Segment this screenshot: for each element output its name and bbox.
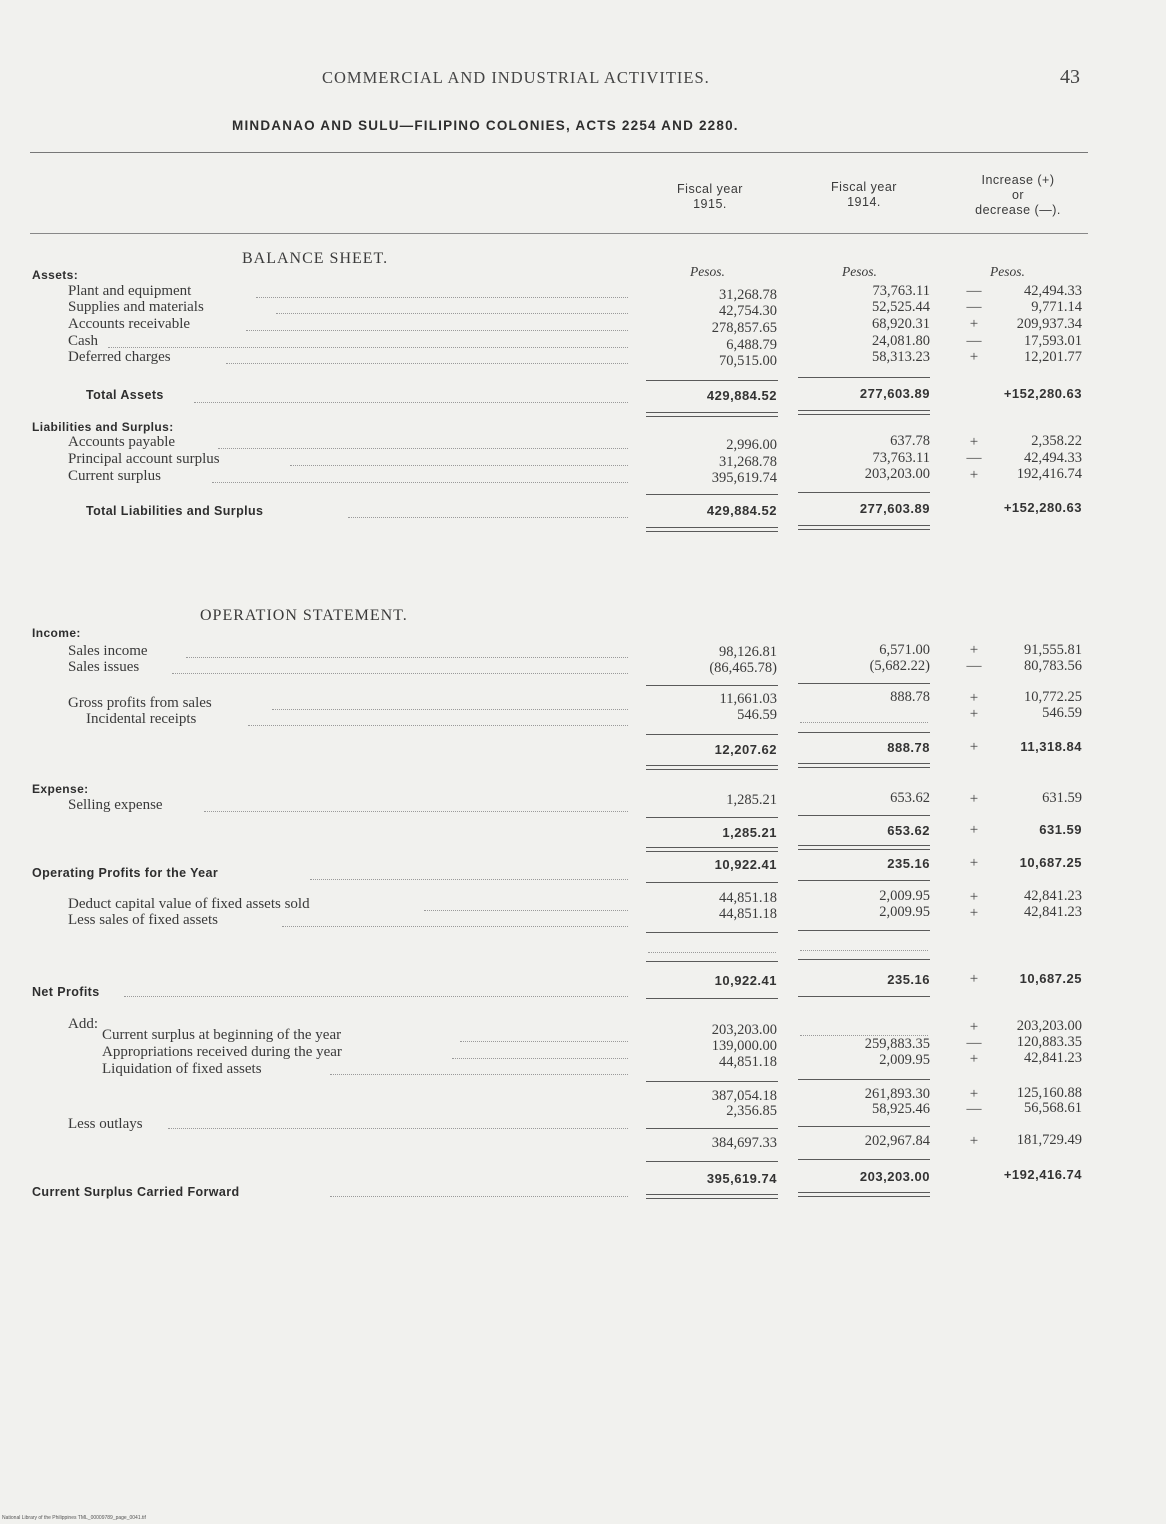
rule [646, 685, 778, 686]
row-label: Current Surplus Carried Forward [32, 1185, 240, 1199]
value-1915: (86,465.78) [709, 660, 777, 676]
value-change: 11,318.84 [1020, 739, 1082, 754]
change-sign: + [969, 706, 979, 722]
assets-heading: Assets: [32, 268, 79, 282]
operation-title: OPERATION STATEMENT. [200, 607, 408, 624]
change-sign: — [966, 1035, 982, 1051]
value-change: 125,160.88 [1016, 1085, 1082, 1101]
row-label: Incidental receipts [86, 711, 197, 727]
liabilities-heading: Liabilities and Surplus: [32, 420, 174, 434]
rule [646, 380, 778, 381]
value-1915: 44,851.18 [719, 906, 777, 922]
rule [646, 961, 778, 962]
change-sign: + [969, 889, 979, 905]
value-1915: 42,754.30 [719, 303, 777, 319]
row-label: Supplies and materials [68, 299, 204, 315]
page-number: 43 [1060, 66, 1080, 88]
col-header-change: Increase (+) or decrease (—). [975, 173, 1061, 217]
double-rule [798, 410, 930, 415]
table-title: MINDANAO AND SULU—FILIPINO COLONIES, ACTS 2254 AND 2280. [232, 118, 739, 133]
value-change: 2,358.22 [1031, 433, 1082, 449]
empty-dots [800, 950, 928, 951]
row-label: Deferred charges [68, 349, 171, 365]
rule [646, 494, 778, 495]
value-change: 192,416.74 [1016, 466, 1082, 482]
value-1915: 70,515.00 [719, 353, 777, 369]
value-1914: 888.78 [890, 689, 930, 705]
value-change: 631.59 [1039, 822, 1082, 837]
rule [798, 732, 930, 733]
value-1915: 1,285.21 [722, 825, 777, 840]
change-sign: + [969, 822, 979, 838]
rule [646, 1081, 778, 1082]
double-rule [798, 525, 930, 530]
value-1915: 139,000.00 [711, 1038, 777, 1054]
row-label: Operating Profits for the Year [32, 866, 219, 880]
value-1914: 259,883.35 [864, 1036, 930, 1052]
value-1915: 6,488.79 [726, 337, 777, 353]
rule [798, 683, 930, 684]
rule [798, 996, 930, 997]
value-1915: 395,619.74 [711, 470, 777, 486]
change-sign: + [969, 905, 979, 921]
rule [798, 1159, 930, 1160]
value-1915: 10,922.41 [714, 973, 777, 988]
value-1914: 73,763.11 [872, 450, 930, 466]
change-sign: — [966, 450, 982, 466]
value-1915: 1,285.21 [726, 792, 777, 808]
value-change: 209,937.34 [1016, 316, 1082, 332]
row-label: Accounts payable [68, 434, 176, 450]
value-change: 42,494.33 [1024, 450, 1082, 466]
rule [646, 882, 778, 883]
value-change: 9,771.14 [1031, 299, 1082, 315]
rule [646, 998, 778, 999]
rule [646, 1128, 778, 1129]
change-sign: + [969, 1086, 979, 1102]
unit-1914: Pesos. [842, 264, 877, 279]
value-change: 42,841.23 [1024, 888, 1082, 904]
change-sign: + [969, 434, 979, 450]
value-change: +152,280.63 [1003, 500, 1082, 515]
add-heading: Add: [68, 1016, 98, 1032]
value-1915: 384,697.33 [711, 1135, 777, 1151]
unit-1915: Pesos. [690, 264, 725, 279]
value-change: 91,555.81 [1024, 642, 1082, 658]
change-sign: + [969, 1051, 979, 1067]
col-header-1915: Fiscal year 1915. [677, 182, 743, 211]
value-1915: 98,126.81 [719, 644, 777, 660]
change-sign: — [966, 299, 982, 315]
value-1914: 203,203.00 [864, 466, 930, 482]
rule [646, 1161, 778, 1162]
rule [798, 492, 930, 493]
value-change: 10,687.25 [1019, 855, 1082, 870]
change-sign: — [966, 1101, 982, 1117]
value-1915: 10,922.41 [714, 857, 777, 872]
empty-dots [648, 952, 776, 953]
row-label: Less outlays [68, 1116, 143, 1132]
value-1914: 653.62 [887, 823, 930, 838]
value-1914: 277,603.89 [859, 386, 930, 401]
double-rule [646, 765, 778, 770]
row-label: Total Assets [86, 388, 164, 402]
rule [646, 734, 778, 735]
value-1915: 12,207.62 [714, 742, 777, 757]
top-rule [30, 152, 1088, 153]
value-1915: 278,857.65 [711, 320, 777, 336]
value-change: +152,280.63 [1003, 386, 1082, 401]
double-rule [646, 412, 778, 417]
rule [798, 1079, 930, 1080]
row-label: Deduct capital value of fixed assets sold [68, 896, 310, 912]
col-header-1914: Fiscal year 1914. [831, 180, 897, 209]
value-1914: 58,313.23 [872, 349, 930, 365]
value-1915: 44,851.18 [719, 890, 777, 906]
value-1915: 387,054.18 [711, 1088, 777, 1104]
value-1914: 58,925.46 [872, 1101, 930, 1117]
value-change: +192,416.74 [1003, 1167, 1082, 1182]
rule [798, 930, 930, 931]
row-label: Sales income [68, 643, 148, 659]
row-label: Current surplus at beginning of the year [102, 1027, 342, 1043]
rule [798, 1126, 930, 1127]
change-sign: + [969, 467, 979, 483]
value-change: 203,203.00 [1016, 1018, 1082, 1034]
scan-credit: National Library of the Philippines TML_00009789_page_0041.tif [2, 1515, 146, 1521]
value-change: 56,568.61 [1024, 1100, 1082, 1116]
change-sign: — [966, 333, 982, 349]
change-sign: + [969, 739, 979, 755]
value-change: 10,687.25 [1019, 971, 1082, 986]
value-1914: 235.16 [887, 856, 930, 871]
change-sign: + [969, 642, 979, 658]
value-change: 12,201.77 [1024, 349, 1082, 365]
change-sign: + [969, 316, 979, 332]
row-label: Appropriations received during the year [102, 1044, 342, 1060]
row-label: Selling expense [68, 797, 163, 813]
change-sign: — [966, 283, 982, 299]
value-1915: 395,619.74 [706, 1171, 777, 1186]
balance-sheet-title: BALANCE SHEET. [242, 250, 389, 267]
value-1914: (5,682.22) [869, 658, 930, 674]
header-rule [30, 233, 1088, 234]
expense-heading: Expense: [32, 782, 89, 796]
value-1914: 2,009.95 [879, 1052, 930, 1068]
change-sign: + [969, 971, 979, 987]
value-1914: 203,203.00 [859, 1169, 930, 1184]
row-label: Total Liabilities and Surplus [86, 504, 264, 518]
value-1915: 31,268.78 [719, 287, 777, 303]
change-sign: + [969, 1019, 979, 1035]
value-1914: 2,009.95 [879, 888, 930, 904]
row-label: Less sales of fixed assets [68, 912, 218, 928]
value-change: 42,841.23 [1024, 904, 1082, 920]
value-1914: 888.78 [887, 740, 930, 755]
value-1914: 68,920.31 [872, 316, 930, 332]
change-sign: + [969, 855, 979, 871]
value-1914: 637.78 [890, 433, 930, 449]
value-change: 546.59 [1042, 705, 1082, 721]
value-1914: 235.16 [887, 972, 930, 987]
value-1915: 429,884.52 [706, 503, 777, 518]
unit-change: Pesos. [990, 264, 1025, 279]
value-change: 17,593.01 [1024, 333, 1082, 349]
row-label: Liquidation of fixed assets [102, 1061, 262, 1077]
change-sign: + [969, 1133, 979, 1149]
row-label: Plant and equipment [68, 283, 192, 299]
row-label: Net Profits [32, 985, 100, 999]
value-change: 42,494.33 [1024, 283, 1082, 299]
rule [798, 959, 930, 960]
change-sign: + [969, 791, 979, 807]
value-change: 42,841.23 [1024, 1050, 1082, 1066]
value-change: 631.59 [1042, 790, 1082, 806]
double-rule [798, 763, 930, 768]
value-1915: 2,356.85 [726, 1103, 777, 1119]
rule [798, 377, 930, 378]
value-1914: 24,081.80 [872, 333, 930, 349]
income-heading: Income: [32, 626, 81, 640]
value-change: 120,883.35 [1016, 1034, 1082, 1050]
rule [646, 932, 778, 933]
value-1914: 261,893.30 [864, 1086, 930, 1102]
value-1914: 52,525.44 [872, 299, 930, 315]
value-1915: 31,268.78 [719, 454, 777, 470]
value-1915: 2,996.00 [726, 437, 777, 453]
value-1915: 44,851.18 [719, 1054, 777, 1070]
double-rule [646, 847, 778, 852]
value-1915: 546.59 [737, 707, 777, 723]
value-change: 181,729.49 [1016, 1132, 1082, 1148]
value-1914: 653.62 [890, 790, 930, 806]
value-1914: 277,603.89 [859, 501, 930, 516]
change-sign: + [969, 349, 979, 365]
value-1914: 202,967.84 [864, 1133, 930, 1149]
double-rule [646, 527, 778, 532]
value-change: 80,783.56 [1024, 658, 1082, 674]
row-label: Cash [68, 333, 98, 349]
change-sign: — [966, 658, 982, 674]
double-rule [798, 845, 930, 850]
rule [798, 880, 930, 881]
double-rule [646, 1194, 778, 1199]
rule [646, 817, 778, 818]
value-1915: 203,203.00 [711, 1022, 777, 1038]
value-1914: 73,763.11 [872, 283, 930, 299]
value-change: 10,772.25 [1024, 689, 1082, 705]
value-1915: 11,661.03 [719, 691, 777, 707]
running-title: COMMERCIAL AND INDUSTRIAL ACTIVITIES. [322, 68, 710, 87]
value-1915: 429,884.52 [706, 388, 777, 403]
row-label: Gross profits from sales [68, 695, 212, 711]
rule [798, 815, 930, 816]
row-label: Principal account surplus [68, 451, 220, 467]
value-1914: 6,571.00 [879, 642, 930, 658]
change-sign: + [969, 690, 979, 706]
row-label: Sales issues [68, 659, 140, 675]
value-1914: 2,009.95 [879, 904, 930, 920]
double-rule [798, 1192, 930, 1197]
row-label: Current surplus [68, 468, 161, 484]
row-label: Accounts receivable [68, 316, 191, 332]
